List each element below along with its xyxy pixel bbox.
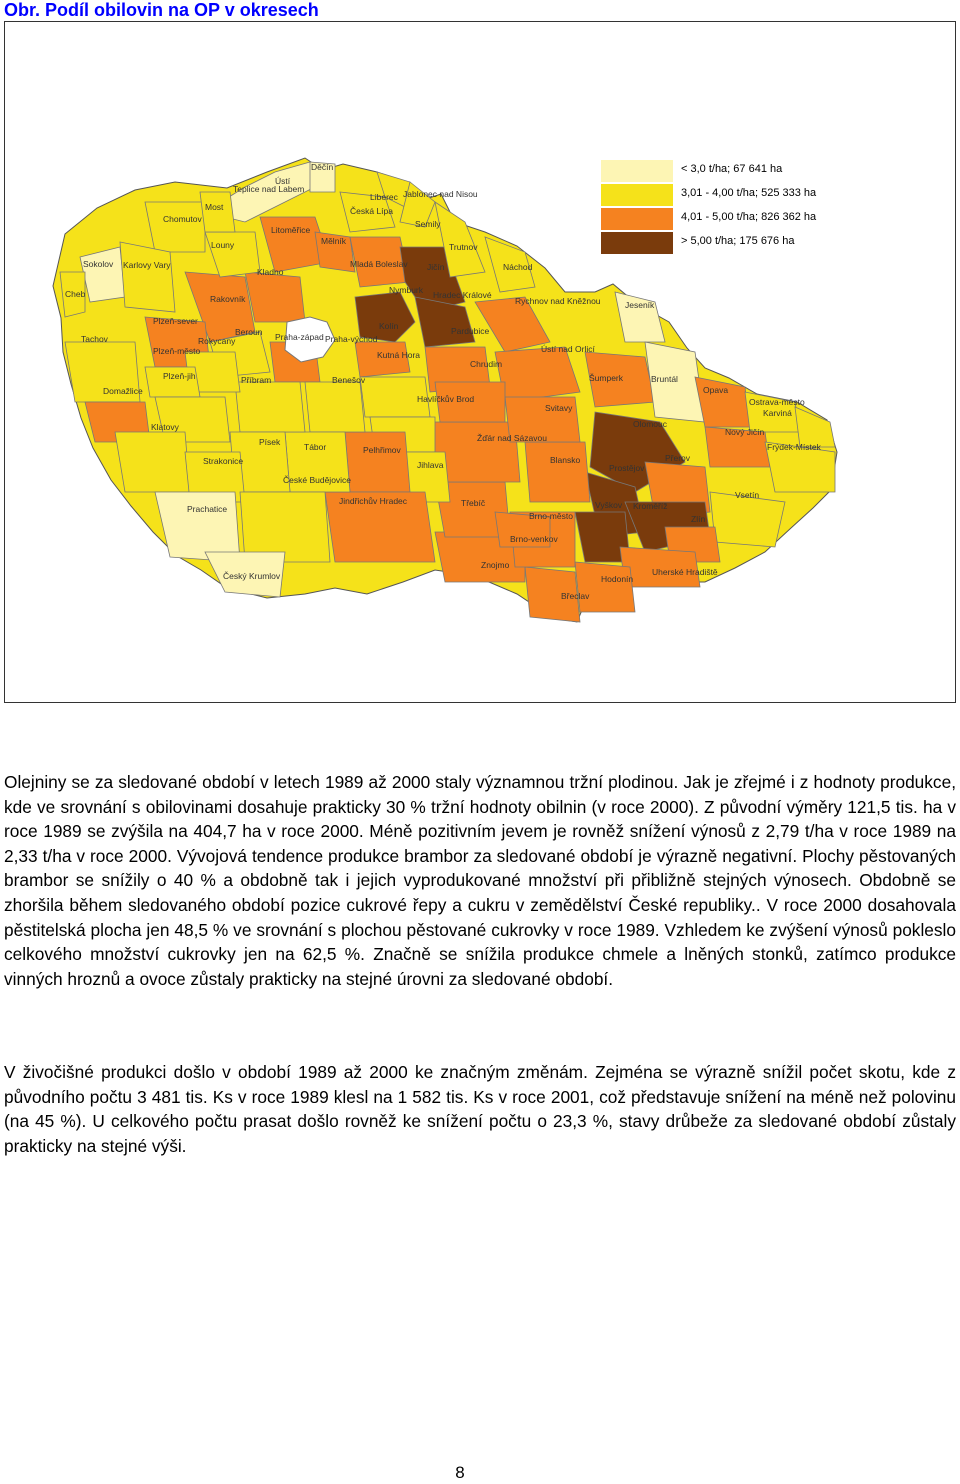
district-label: Znojmo: [481, 560, 510, 570]
district-label: Kolín: [379, 321, 399, 331]
czech-district-map: [5, 22, 955, 702]
district-label: Teplice nad Labem: [233, 184, 305, 194]
district-label: Kutná Hora: [377, 350, 420, 360]
district-area: [245, 272, 305, 322]
district-label: Český Krumlov: [223, 571, 281, 581]
district-label: Děčín: [311, 162, 334, 172]
district-label: Rokycany: [198, 336, 236, 346]
district-label: Olomouc: [633, 419, 668, 429]
district-area: [145, 202, 205, 252]
district-label: Domažlice: [103, 386, 143, 396]
district-label: Beroun: [235, 327, 263, 337]
district-label: Plzeň-sever: [153, 316, 198, 326]
legend-swatch: [601, 232, 673, 254]
district-label: Rakovník: [210, 294, 246, 304]
district-label: Pelhřimov: [363, 445, 401, 455]
district-label: Tachov: [81, 334, 108, 344]
district-label: Karviná: [763, 408, 792, 418]
district-area: [525, 442, 590, 502]
district-label: Pardubice: [451, 326, 490, 336]
district-label: Třebíč: [461, 498, 486, 508]
district-label: Plzeň-jih: [163, 371, 196, 381]
district-label: Břeclav: [561, 591, 590, 601]
district-label: Uherské Hradiště: [652, 567, 718, 577]
district-area: [345, 432, 410, 492]
district-label: Nový Jičín: [725, 427, 765, 437]
district-label: Praha-východ: [325, 334, 378, 344]
district-label: Louny: [211, 240, 235, 250]
figure-title: Obr. Podíl obilovin na OP v okresech: [4, 0, 319, 20]
district-label: Prostějov: [609, 463, 645, 473]
district-area: [240, 492, 330, 562]
district-label: Tábor: [304, 442, 327, 452]
district-label: Ústí nad Orlicí: [541, 344, 595, 354]
paragraph-livestock: V živočišné produkci došlo v období 1989 až 2000 ke značným změnám. Zejména se výrazně snížil počet skotu, kde z původního počtu 3 481 tis. Ks v roce 1989 klesl na 1 582 tis. Ks v roce 2001, což představuje snížení na méně než polovinu (na 45 %). U celkového počtu prasat došlo rovněž ke snížení počtu o 23,3 %, stavy drůbeže za sledované období zůstaly prakticky na stejné výši.: [4, 1062, 956, 1156]
legend-label: < 3,0 t/ha; 67 641 ha: [681, 163, 783, 175]
paragraph-crops: Olejniny se za sledované období v letech 1989 až 2000 staly významnou tržní plodinou. Jak je zřejmé i z hodnoty produkce, kde ve srovnání s obilovinami dosahuje prakticky 30 % tržní hodnoty obilnin (v roce 2000). Z původní výměry 121,5 tis. ha v roce 1989 se zvýšila na 404,7 ha v roce 2000. Méně pozitivním jevem je rovněž snížení výnosů z 2,79 t/ha v roce 1989 na 2,33 t/ha v roce 2000. Vývojová tendence produkce brambor za sledované období je výrazně negativní. Plochy pěstovaných brambor se snížily o 40 % a obdobně tak i jejich vyprodukované množství při přibližně stejných výnosech. Obdobně se zhoršila během sledovaného období pozice cukrové řepy a cukru v zemědělství České republiky.. V roce 2000 dosahovala pěstitelská plocha jen 48,5 % ve srovnání s plochou pěstované cukrovky v roce 1989. Vzhledem ke zvýšení výnosů pokleslo celkového množství cukrovky jen na 62,5 %. Značně se snížila produkce chmele a lněných stonků, zatímco produkce vinných hroznů a ovoce zůstaly prakticky na stejné úrovni za sledované období.: [4, 772, 956, 989]
district-label: Šumperk: [589, 373, 624, 383]
district-label: Frýdek-Místek: [767, 442, 821, 452]
district-area: [155, 492, 240, 562]
district-label: Bruntál: [651, 374, 678, 384]
district-label: Příbram: [241, 375, 272, 385]
district-label: Blansko: [550, 455, 581, 465]
district-label: Cheb: [65, 289, 86, 299]
district-label: Strakonice: [203, 456, 244, 466]
legend-label: 3,01 - 4,00 t/ha; 525 333 ha: [681, 187, 817, 199]
district-label: Zlín: [691, 514, 706, 524]
district-label: Náchod: [503, 262, 533, 272]
legend-swatch: [601, 184, 673, 206]
district-label: Opava: [703, 385, 729, 395]
district-label: Hradec Králové: [433, 290, 492, 300]
district-label: Písek: [259, 437, 281, 447]
legend-label: 4,01 - 5,00 t/ha; 826 362 ha: [681, 211, 817, 223]
district-label: Česká Lípa: [350, 206, 393, 216]
district-label: Brno-venkov: [510, 534, 558, 544]
district-label: Svitavy: [545, 403, 573, 413]
legend-label: > 5,00 t/ha; 175 676 ha: [681, 235, 795, 247]
district-label: Chomutov: [163, 214, 202, 224]
district-area: [120, 242, 175, 312]
district-label: Hodonín: [601, 574, 634, 584]
district-label: Most: [205, 202, 224, 212]
district-label: Jindřichův Hradec: [339, 496, 408, 506]
district-label: Praha-západ: [275, 332, 324, 342]
district-label: Jeseník: [625, 300, 655, 310]
district-label: Plzeň-město: [153, 346, 201, 356]
district-area: [305, 382, 365, 432]
district-label: Vyškov: [595, 500, 623, 510]
district-label: Mělník: [321, 236, 347, 246]
district-label: Benešov: [332, 375, 366, 385]
district-label: Nymburk: [389, 285, 424, 295]
district-label: Jičín: [427, 262, 445, 272]
district-area: [235, 382, 305, 432]
district-area: [495, 347, 580, 402]
district-label: Jihlava: [417, 460, 444, 470]
legend-swatch: [601, 160, 673, 182]
district-map-figure: [4, 21, 956, 703]
legend-swatch: [601, 208, 673, 230]
district-label: Rychnov nad Kněžnou: [515, 296, 601, 306]
district-area: [575, 562, 635, 612]
page-number: 8: [455, 1463, 465, 1482]
district-area: [710, 492, 785, 547]
district-label: Kladno: [257, 267, 284, 277]
district-label: Přerov: [665, 453, 691, 463]
district-area: [200, 192, 235, 232]
district-label: Trutnov: [449, 242, 478, 252]
district-label: Žďár nad Sázavou: [477, 433, 547, 443]
district-label: Mladá Boleslav: [350, 259, 408, 269]
district-label: Litoměřice: [271, 225, 311, 235]
district-label: Semily: [415, 219, 441, 229]
district-label: Klatovy: [151, 422, 179, 432]
district-label: Kroměříž: [633, 501, 668, 511]
district-label: Chrudim: [470, 359, 503, 369]
district-label: Karlovy Vary: [123, 260, 171, 270]
district-label: Prachatice: [187, 504, 228, 514]
district-label: Sokolov: [83, 259, 114, 269]
district-label: Liberec: [370, 192, 398, 202]
district-label: České Budějovice: [283, 475, 352, 485]
district-label: Jablonec nad Nisou: [403, 189, 478, 199]
district-label: Ostrava-město: [749, 397, 805, 407]
district-label: Brno-město: [529, 511, 573, 521]
district-label: Havlíčkův Brod: [417, 394, 475, 404]
district-label: Vsetín: [735, 490, 760, 500]
district-label: Ústí: [275, 176, 291, 186]
district-area: [115, 432, 190, 492]
